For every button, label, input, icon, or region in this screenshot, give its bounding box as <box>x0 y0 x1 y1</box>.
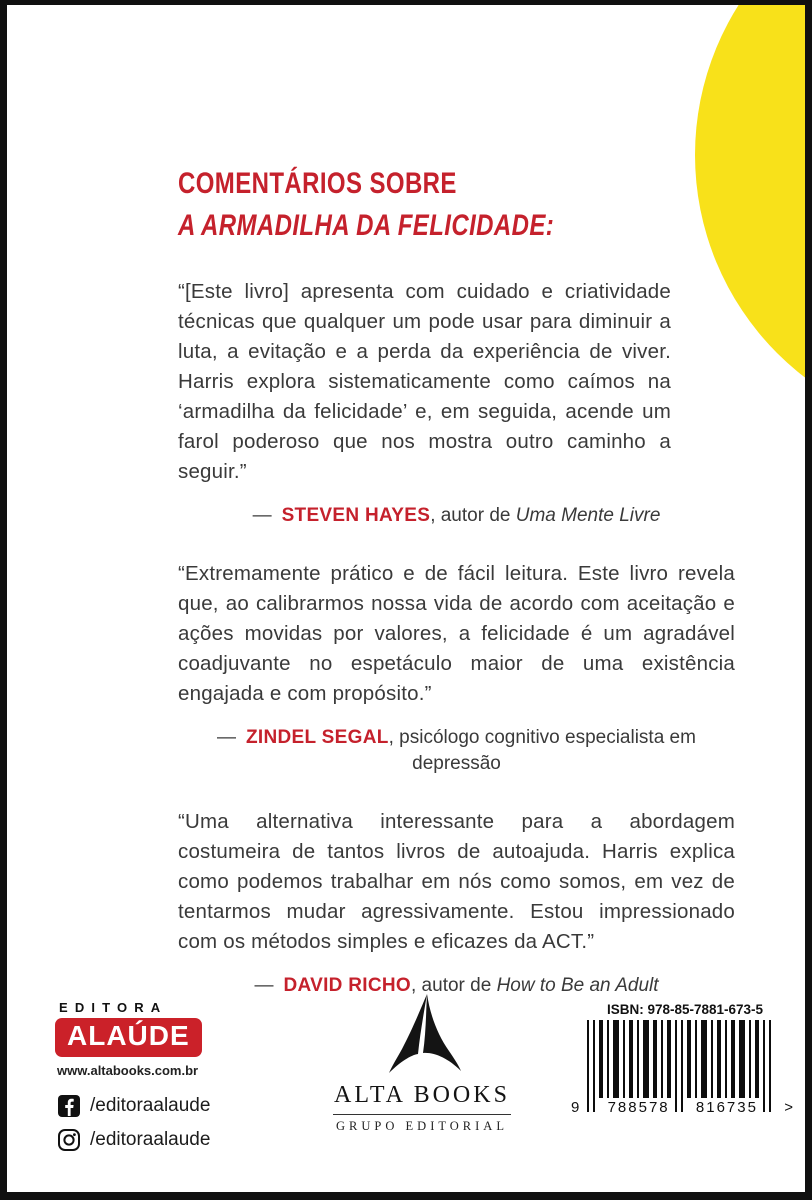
alta-books-block <box>327 988 517 1134</box>
attribution-name: ZINDEL SEGAL <box>246 727 389 748</box>
instagram-row <box>57 1128 265 1152</box>
attribution-dash: — <box>217 727 237 748</box>
attribution-name: STEVEN HAYES <box>281 505 431 526</box>
barcode-digits-left: 788578 <box>607 1099 670 1116</box>
facebook-icon <box>57 1094 81 1118</box>
attribution-dash: — <box>254 975 274 996</box>
facebook-handle: /editoraalaude <box>90 1095 211 1116</box>
attribution-work-title: How to Be an Adult <box>496 975 659 996</box>
testimonial-quote: “Uma alternativa interessante para a abordagem costumeira de tantos livros de autoajuda. Harris explica como podemos trabalhar em nós como somos, em vez de tentarmos mudar agressivamente. Estou impressionado com os métodos simples e eficazes da ACT.” <box>178 810 735 953</box>
testimonials-section <box>7 5 805 999</box>
testimonial-quote: “[Este livro] apresenta com cuidado e criatividade técnicas que qualquer um pode usar para diminuir a luta, a evitação e a perda da experiência de viver. Harris explora sistematicamente como caímos na ‘armadilha da felicidade’ e, em seguida, acende um farol poderoso que nos mostra outro caminho a seguir.” <box>178 280 671 483</box>
barcode-digits <box>571 1099 795 1116</box>
editora-alaude-block <box>55 988 265 1162</box>
attribution-name: DAVID RICHO <box>283 975 411 996</box>
facebook-row <box>57 1094 265 1118</box>
barcode-arrow: > <box>784 1099 795 1116</box>
alaude-logo: ALAÚDE <box>55 1018 202 1057</box>
heading-line2: A ARMADILHA DA FELICIDADE: <box>178 209 555 242</box>
barcode-digits-right: 816735 <box>695 1099 758 1116</box>
barcode-digit-lead: 9 <box>571 1099 582 1116</box>
barcode <box>571 1020 795 1116</box>
alta-books-arrow-icon <box>327 992 517 1078</box>
page-title <box>178 163 735 247</box>
attribution-role: , autor de <box>411 975 497 996</box>
instagram-icon <box>57 1128 81 1152</box>
testimonial-quote: “Extremamente prático e de fácil leitura. Este livro revela que, ao calibrarmos nossa vida de acordo com aceitação e ações movidas por valores, a felicidade é um agradável coadjuvante no espetáculo maior de uma existência engajada e com propósito.” <box>178 562 735 705</box>
publisher-footer <box>7 988 805 1162</box>
testimonial-attribution <box>178 725 735 777</box>
isbn-label: ISBN: 978-85-7881-673-5 <box>606 1002 764 1017</box>
barcode-block <box>571 988 795 1116</box>
attribution-dash: — <box>252 505 272 526</box>
attribution-role: , autor de <box>430 505 516 526</box>
attribution-role: , psicólogo cognitivo especialista em depressão <box>388 727 696 774</box>
alta-books-subtitle: GRUPO EDITORIAL <box>336 1119 508 1133</box>
alta-books-name: ALTA BOOKS <box>334 1082 510 1108</box>
alta-books-rule <box>333 1114 511 1115</box>
heading-line1: COMENTÁRIOS SOBRE <box>178 167 457 200</box>
testimonial-attribution <box>178 503 735 529</box>
publisher-website: www.altabooks.com.br <box>57 1063 199 1078</box>
editora-label: EDITORA <box>59 1000 168 1015</box>
attribution-work-title: Uma Mente Livre <box>515 505 661 526</box>
instagram-handle: /editoraalaude <box>90 1129 211 1150</box>
